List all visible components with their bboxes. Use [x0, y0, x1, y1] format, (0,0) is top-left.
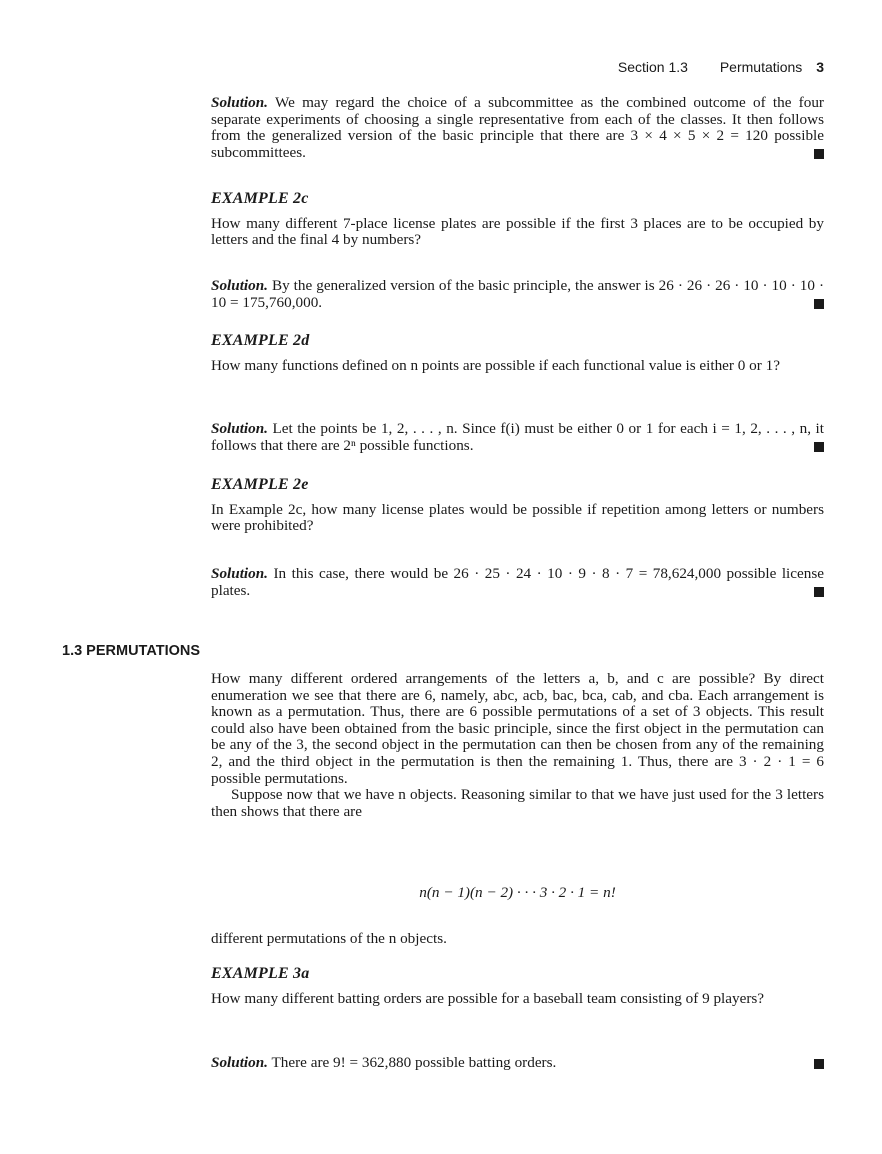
example-title: EXAMPLE 3a [211, 965, 310, 982]
qed-square-icon [814, 587, 824, 597]
solution-2d [211, 421, 824, 454]
example-text: In Example 2c, how many license plates would be possible if repetition among letters or numbers were prohibited? [211, 500, 824, 535]
example-title: EXAMPLE 2c [211, 190, 309, 207]
qed-square-icon [814, 299, 824, 309]
solution-label: Solution. [211, 420, 268, 437]
example-3a [211, 966, 824, 1007]
solution-label: Solution. [211, 277, 268, 294]
solution-3a [211, 1055, 824, 1072]
solution-text: By the generalized version of the basic principle, the answer is 26 · 26 · 26 · 10 · 10 · 10 · 10 = 175,760,000. [211, 277, 824, 311]
qed-square-icon [814, 149, 824, 159]
example-text: How many functions defined on n points are possible if each functional value is either 0 or 1? [211, 356, 780, 374]
factorial-formula: n(n − 1)(n − 2) · · · 3 · 2 · 1 = n! [419, 884, 616, 901]
example-2e [211, 477, 824, 535]
solution-label: Solution. [211, 565, 268, 582]
page-number: 3 [816, 59, 824, 75]
paragraph: Suppose now that we have n objects. Reasoning similar to that we have just used for the 3 letters then shows that there are [211, 786, 824, 820]
paragraph [211, 931, 824, 948]
solution-subcommittee [211, 95, 824, 161]
permutations-body [211, 671, 824, 820]
example-text: How many different 7-place license plates are possible if the first 3 places are to be occupied by letters and the final 4 by numbers? [211, 214, 824, 249]
paragraph-text: different permutations of the n objects. [211, 930, 447, 947]
qed-square-icon [814, 1059, 824, 1069]
paragraph: How many different ordered arrangements of the letters a, b, and c are possible? By direct enumeration we see that there are 6, namely, abc, acb, bac, bca, cab, and cba. Each arrangement is known as a permutation. Thus, there are 6 possible permutations of a set of 3 objects. This result could also have been obtained from the basic principle, since the first object in the permutation can be any of the 3, the second object in the permutation can then be chosen from any of the remaining 2, and the third object in the permutation is then the remaining 1. Thus, there are 3 · 2 · 1 = 6 possible permutations. [211, 670, 824, 787]
header-title: Permutations [719, 59, 803, 75]
example-2c [211, 191, 824, 249]
solution-2e [211, 566, 824, 599]
solution-text: In this case, there would be 26 · 25 · 24 · 10 · 9 · 8 · 7 = 78,624,000 possible license plates. [211, 565, 824, 599]
running-header [618, 59, 824, 75]
example-title: EXAMPLE 2e [211, 476, 309, 493]
solution-label: Solution. [211, 1054, 268, 1071]
header-section: Section 1.3 [617, 59, 688, 75]
example-title: EXAMPLE 2d [211, 332, 310, 349]
section-heading: 1.3 PERMUTATIONS [62, 643, 201, 659]
solution-label: Solution. [211, 94, 268, 111]
solution-2c [211, 278, 824, 311]
solution-text: We may regard the choice of a subcommittee as the combined outcome of the four separate experiments of choosing a single representative from each of the classes. It then follows from the generalized version of the basic principle that there are 3 × 4 × 5 × 2 = 120 possible subcommittees. [211, 94, 824, 161]
qed-square-icon [814, 442, 824, 452]
example-2d [211, 333, 824, 374]
example-text: How many different batting orders are possible for a baseball team consisting of 9 players? [211, 989, 765, 1007]
solution-text: Let the points be 1, 2, . . . , n. Since f(i) must be either 0 or 1 for each i = 1, 2, . . . , n, it follows that there are 2ⁿ possible functions. [211, 420, 824, 454]
solution-text: There are 9! = 362,880 possible batting orders. [267, 1054, 557, 1071]
